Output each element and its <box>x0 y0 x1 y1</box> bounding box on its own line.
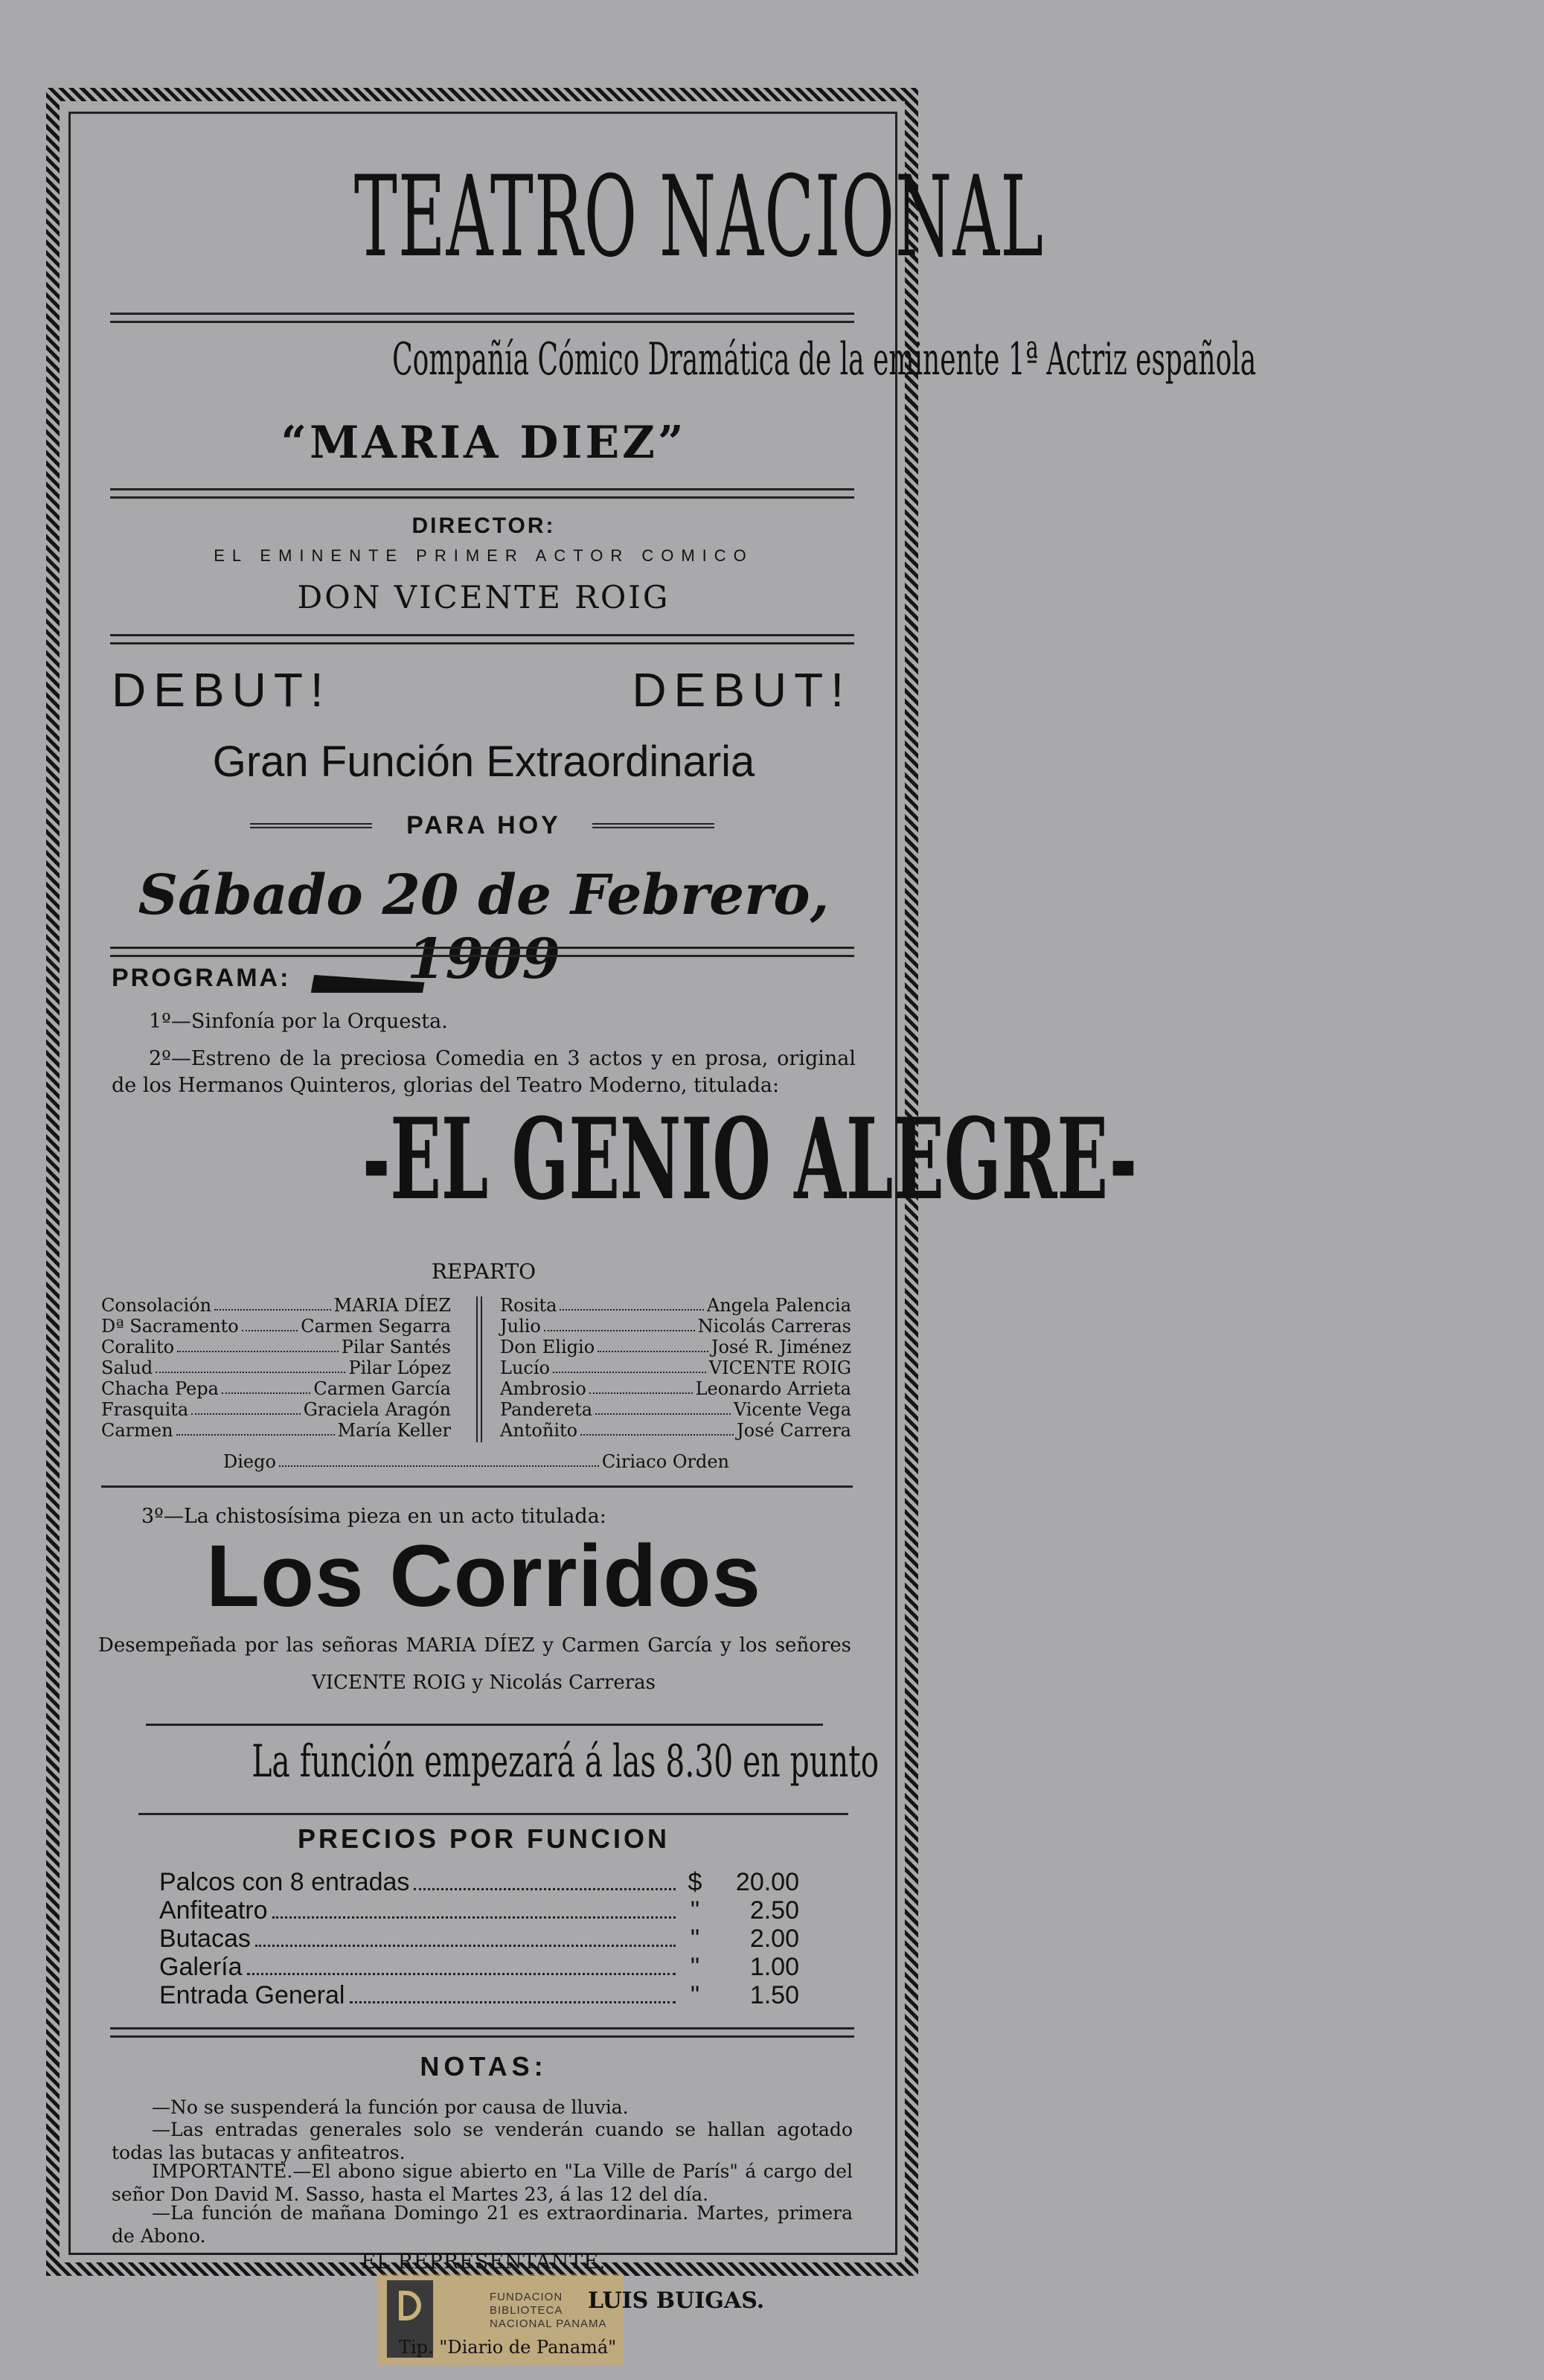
cast-actor: MARIA DÍEZ <box>333 1295 451 1316</box>
price-row <box>159 1953 799 1982</box>
note-item: —No se suspenderá la función por causa de lluvia. <box>152 2096 629 2118</box>
program-item-1: 1º—Sinfonía por la Orquesta. <box>149 1010 448 1033</box>
cast-role: Pandereta <box>500 1399 593 1420</box>
price-item: Palcos con 8 entradas <box>159 1868 410 1896</box>
divider <box>110 947 854 957</box>
cast-row <box>101 1357 451 1378</box>
price-currency: " <box>690 1953 700 1981</box>
price-currency: " <box>690 1925 700 1953</box>
prices-label: PRECIOS POR FUNCION <box>297 1823 670 1854</box>
cast-row <box>500 1295 851 1316</box>
cast-row <box>101 1337 451 1357</box>
price-value: 1.00 <box>749 1953 799 1981</box>
cast-row <box>500 1420 851 1441</box>
price-item: Anfiteatro <box>159 1896 268 1925</box>
price-row <box>159 1981 799 2010</box>
program-item-2: 2º—Estreno de la preciosa Comedia en 3 actos y en prosa, original de los Hermanos Quinteros, glorias del Teatro Moderno, titulada: <box>112 1047 856 1097</box>
cast-row <box>101 1420 451 1441</box>
divider <box>110 488 854 499</box>
note-item: —Las entradas generales solo se venderán cuando se hallan agotado todas las butacas y anfiteatros. <box>112 2119 853 2163</box>
leader-dots <box>560 1295 703 1311</box>
leader-dots <box>191 1399 301 1415</box>
director-description: EL EMINENTE PRIMER ACTOR COMICO <box>214 546 754 565</box>
divider <box>592 823 714 828</box>
cast-row <box>101 1399 451 1420</box>
leader-dots <box>598 1337 708 1352</box>
debut-left: DEBUT! <box>112 663 331 717</box>
cast-row <box>101 1316 451 1337</box>
cast-row <box>500 1316 851 1337</box>
divider <box>110 2027 854 2038</box>
leader-dots <box>177 1337 339 1352</box>
notes-label: NOTAS: <box>420 2051 548 2082</box>
leader-dots <box>247 1953 676 1975</box>
price-currency: $ <box>688 1868 702 1896</box>
cast-actor: María Keller <box>337 1420 451 1441</box>
column-divider <box>476 1296 482 1442</box>
leader-dots <box>544 1316 695 1331</box>
star-name: “MARIA DIEZ” <box>281 417 687 469</box>
cast-role: Don Eligio <box>500 1337 595 1357</box>
cast-role: Antoñito <box>500 1420 578 1441</box>
cast-role: Lucío <box>500 1357 550 1378</box>
price-row <box>159 1868 799 1897</box>
price-item: Butacas <box>159 1925 251 1953</box>
cast-actor: Graciela Aragón <box>303 1399 451 1420</box>
leader-dots <box>222 1378 311 1394</box>
price-value: 1.50 <box>749 1981 799 2009</box>
cast-list-left <box>101 1295 451 1441</box>
performance-type: Gran Función Extraordinaria <box>212 738 755 786</box>
debut-right: DEBUT! <box>632 663 851 717</box>
cast-actor: Leonardo Arrieta <box>695 1378 851 1399</box>
play-title-1: -EL GENIO ALEGRE- <box>362 1094 1138 1225</box>
leader-dots <box>255 1925 676 1947</box>
director-name: DON VICENTE ROIG <box>297 579 670 615</box>
leader-dots <box>595 1399 731 1415</box>
cast-actor: Carmen Segarra <box>301 1316 451 1337</box>
leader-dots <box>553 1357 706 1373</box>
programa-label: PROGRAMA: <box>112 964 291 992</box>
leader-dots <box>580 1420 734 1436</box>
cast-role: Diego <box>223 1451 276 1472</box>
cast-actor: Ciriaco Orden <box>601 1451 729 1472</box>
price-value: 20.00 <box>735 1868 799 1896</box>
leader-dots <box>350 1981 676 2003</box>
price-value: 2.00 <box>749 1925 799 1953</box>
leader-dots <box>279 1451 599 1467</box>
cast-role: Rosita <box>500 1295 557 1316</box>
cast-row <box>223 1451 729 1472</box>
price-row <box>159 1925 799 1954</box>
cast-role: Frasquita <box>101 1399 189 1420</box>
cast-role: Coralito <box>101 1337 175 1357</box>
divider <box>110 634 854 644</box>
performance-date: Sábado 20 de Febrero, 1909 <box>138 863 830 991</box>
price-currency: " <box>690 1981 700 2009</box>
printer-credit: Tip. "Diario de Panamá" <box>399 2337 617 2358</box>
price-item: Galería <box>159 1953 243 1981</box>
divider <box>101 1485 853 1488</box>
cast-actor: VICENTE ROIG <box>708 1357 851 1378</box>
cast-row <box>500 1357 851 1378</box>
cast-row <box>500 1378 851 1399</box>
signature: LUIS BUIGAS. <box>588 2288 765 2314</box>
cast-role: Carmen <box>101 1420 173 1441</box>
cast-actor: Pilar Santés <box>341 1337 451 1357</box>
price-item: Entrada General <box>159 1981 345 2009</box>
cast-row <box>101 1295 451 1316</box>
cast-actor: Pilar López <box>348 1357 451 1378</box>
start-time: La función empezará á las 8.30 en punto <box>252 1736 880 1788</box>
cast-role: Dª Sacramento <box>101 1316 239 1337</box>
leader-dots <box>156 1357 345 1373</box>
leader-dots <box>176 1420 335 1436</box>
cast-actor: Nicolás Carreras <box>697 1316 851 1337</box>
leader-dots <box>242 1316 298 1331</box>
cast-role: Chacha Pepa <box>101 1378 219 1399</box>
price-row <box>159 1896 799 1925</box>
cast-role: Salud <box>101 1357 153 1378</box>
program-item-3: 3º—La chistosísima pieza en un acto titulada: <box>141 1505 606 1528</box>
price-currency: " <box>690 1896 700 1925</box>
leader-dots <box>589 1378 693 1394</box>
cast-actor: Angela Palencia <box>706 1295 851 1316</box>
cast-row <box>101 1378 451 1399</box>
company-line: Compañía Cómico Dramática de la eminente 1ª Actriz española <box>392 333 1257 386</box>
note-item: —La función de mañana Domingo 21 es extraordinaria. Martes, primera de Abono. <box>112 2202 853 2247</box>
cast-row <box>500 1399 851 1420</box>
price-value: 2.50 <box>749 1896 799 1925</box>
divider <box>138 1813 848 1815</box>
cast-role: Ambrosio <box>500 1378 586 1399</box>
director-label: DIRECTOR: <box>411 514 556 538</box>
leader-dots <box>214 1295 331 1311</box>
note-item: IMPORTANTE.—El abono sigue abierto en "La Ville de París" á cargo del señor Don David M. Sasso, hasta el Martes 23, á las 12 del día. <box>112 2160 853 2205</box>
cast-role: Julio <box>500 1316 541 1337</box>
cast-actor: José Carrera <box>737 1420 851 1441</box>
cast-actor: Vicente Vega <box>733 1399 851 1420</box>
leader-dots <box>414 1868 676 1890</box>
cast-list-right <box>500 1295 851 1441</box>
para-hoy: PARA HOY <box>406 811 561 839</box>
cast-actor: José R. Jiménez <box>711 1337 851 1357</box>
reparto-label: REPARTO <box>431 1259 536 1284</box>
play-title-2: Los Corridos <box>205 1527 762 1625</box>
divider <box>146 1724 823 1726</box>
representative-label: EL REPRESENTANTE, <box>361 2251 606 2274</box>
cast-row <box>500 1337 851 1357</box>
divider <box>110 313 854 323</box>
play2-cast-line: VICENTE ROIG y Nicolás Carreras <box>311 1672 656 1694</box>
ornament-wedge <box>311 975 426 993</box>
leader-dots <box>272 1896 676 1919</box>
stamp-text: FUNDACION BIBLIOTECA NACIONAL PANAMA <box>490 2291 607 2330</box>
cast-actor: Carmen García <box>313 1378 451 1399</box>
theatre-title: TEATRO NACIONAL <box>353 153 1045 282</box>
play2-cast-line: Desempeñada por las señoras MARIA DÍEZ y Carmen García y los señores <box>98 1634 851 1657</box>
cast-role: Consolación <box>101 1295 212 1316</box>
